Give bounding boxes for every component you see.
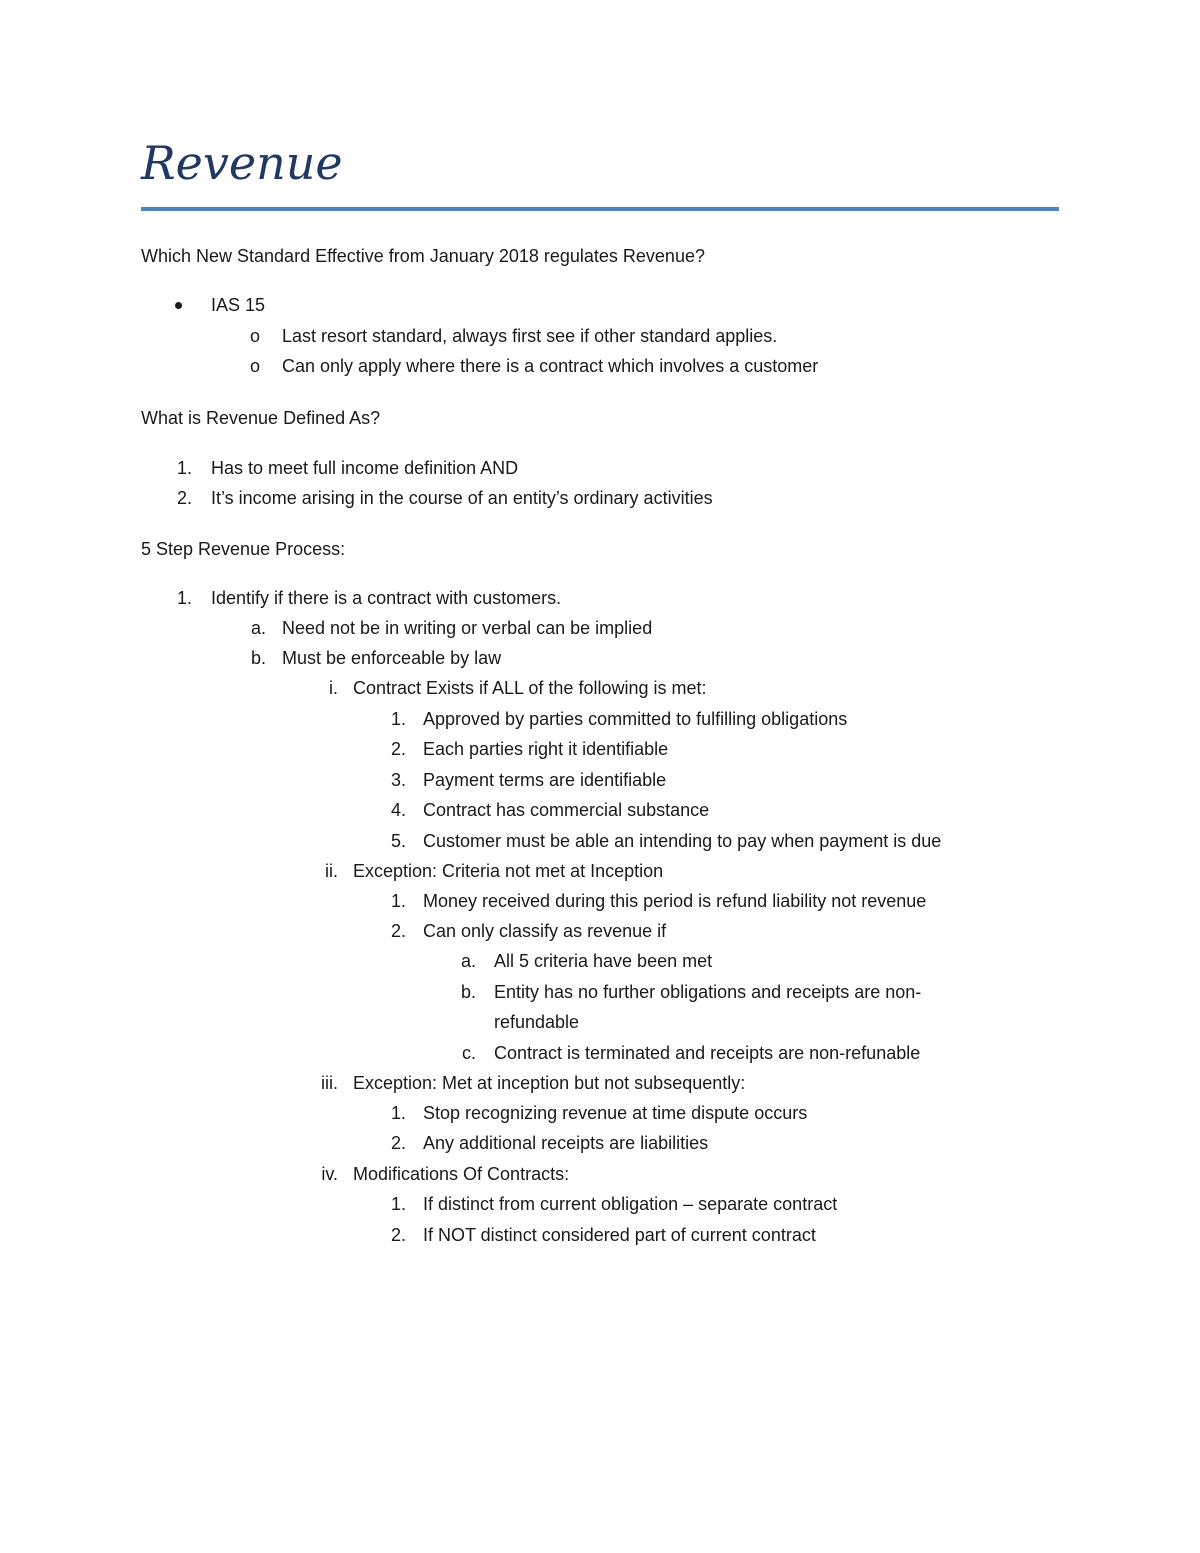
list-item: If NOT distinct considered part of current contract	[423, 1225, 816, 1245]
list-number: 1.	[390, 1103, 406, 1123]
list-roman: i.	[329, 678, 338, 698]
list-item: Each parties right it identifiable	[423, 739, 669, 759]
list-item: Money received during this period is refund liability not revenue	[423, 891, 927, 911]
list-item-continuation: refundable	[494, 1012, 580, 1032]
list-number: 2.	[390, 1133, 406, 1153]
list-letter: a.	[250, 618, 266, 638]
list-item: Stop recognizing revenue at time dispute occurs	[423, 1103, 808, 1123]
list-roman: iv.	[321, 1164, 338, 1184]
list-number: 1.	[176, 588, 192, 608]
list-item: Contract has commercial substance	[423, 800, 710, 820]
list-item: Identify if there is a contract with customers.	[211, 588, 562, 608]
list-item: Approved by parties committed to fulfilling obligations	[423, 709, 848, 729]
list-item: It’s income arising in the course of an entity’s ordinary activities	[211, 488, 713, 508]
list-number: 1.	[390, 891, 406, 911]
list-item: If distinct from current obligation – separate contract	[423, 1194, 838, 1214]
list-roman: ii.	[325, 861, 338, 881]
list-item: Exception: Met at inception but not subsequently:	[353, 1073, 746, 1093]
list-item: Last resort standard, always first see if other standard applies.	[282, 326, 778, 346]
list-number: 2.	[390, 1225, 406, 1245]
list-item: Entity has no further obligations and receipts are non-	[494, 982, 922, 1002]
list-number: 1.	[176, 458, 192, 478]
title-underline	[141, 207, 1059, 211]
list-number: 4.	[390, 800, 406, 820]
page-title: Revenue	[141, 136, 343, 190]
question-definition: What is Revenue Defined As?	[141, 408, 381, 428]
list-item: Can only classify as revenue if	[423, 921, 667, 941]
list-number: 1.	[390, 709, 406, 729]
list-item: Can only apply where there is a contract which involves a customer	[282, 356, 819, 376]
list-item: Has to meet full income definition AND	[211, 458, 519, 478]
list-roman: iii.	[321, 1073, 338, 1093]
list-number: 2.	[390, 739, 406, 759]
list-number: 2.	[390, 921, 406, 941]
list-number: 2.	[176, 488, 192, 508]
list-letter: b.	[460, 982, 476, 1002]
sub-bullet-marker: o	[250, 356, 261, 376]
list-item: Contract Exists if ALL of the following is met:	[353, 678, 707, 698]
list-item: Customer must be able an intending to pay when payment is due	[423, 831, 942, 851]
list-item: Exception: Criteria not met at Inception	[353, 861, 664, 881]
question-process: 5 Step Revenue Process:	[141, 539, 346, 559]
list-item: All 5 criteria have been met	[494, 951, 713, 971]
list-number: 3.	[390, 770, 406, 790]
list-item: Modifications Of Contracts:	[353, 1164, 570, 1184]
list-number: 5.	[390, 831, 406, 851]
list-number: 1.	[390, 1194, 406, 1214]
sub-bullet-marker: o	[250, 326, 261, 346]
list-item: Need not be in writing or verbal can be implied	[282, 618, 653, 638]
bullet-dot-icon	[175, 302, 182, 309]
list-item: Contract is terminated and receipts are non-refunable	[494, 1043, 921, 1063]
list-item: Must be enforceable by law	[282, 648, 502, 668]
list-item: Payment terms are identifiable	[423, 770, 667, 790]
list-letter: c.	[461, 1043, 476, 1063]
list-letter: a.	[460, 951, 476, 971]
question-standard: Which New Standard Effective from January 2018 regulates Revenue?	[141, 246, 705, 266]
list-item: Any additional receipts are liabilities	[423, 1133, 709, 1153]
list-item-ias: IAS 15	[211, 295, 266, 315]
list-letter: b.	[250, 648, 266, 668]
